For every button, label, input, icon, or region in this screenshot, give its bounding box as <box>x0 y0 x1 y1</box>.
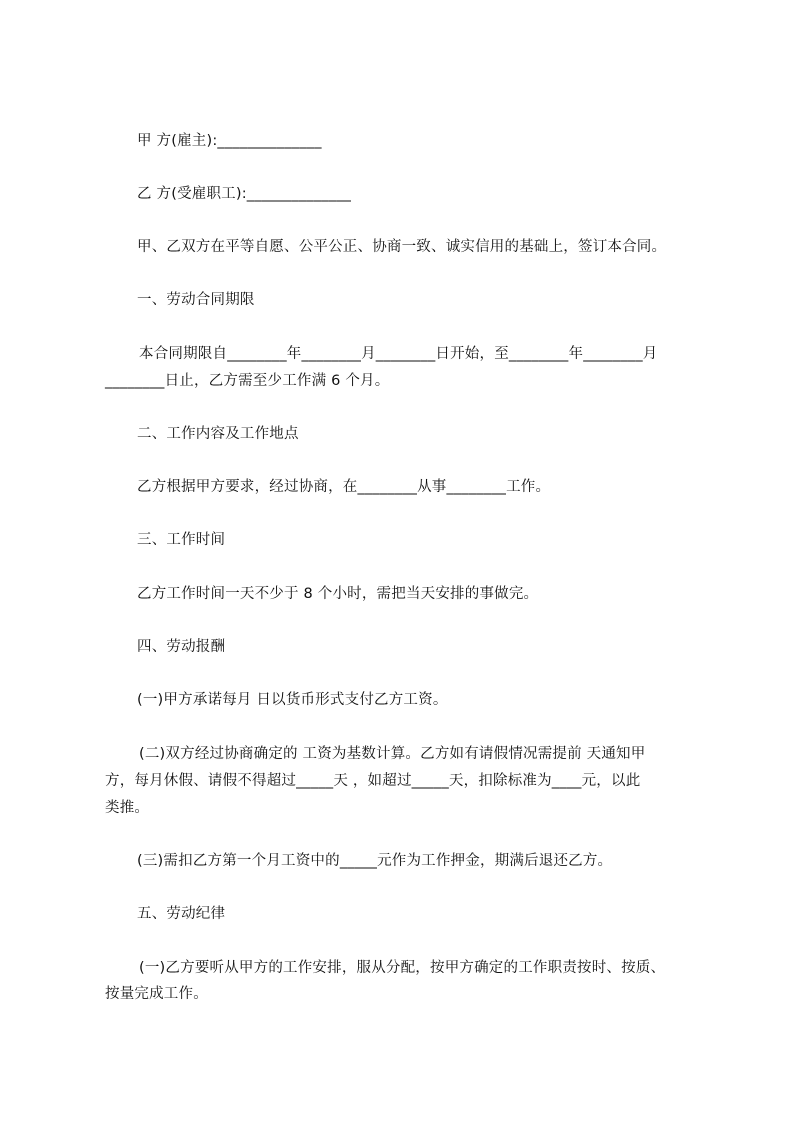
preamble: 甲、乙双方在平等自愿、公平公正、协商一致、诚实信用的基础上，签订本合同。 <box>137 239 667 255</box>
section-3-heading: 三、工作时间 <box>137 532 226 548</box>
section-5-heading: 五、劳动纪律 <box>137 906 226 922</box>
section-1-line-2: ________日止，乙方需至少工作满 6 个月。 <box>105 373 390 389</box>
section-1-heading: 一、劳动合同期限 <box>137 292 255 308</box>
section-2-heading: 二、工作内容及工作地点 <box>137 426 299 442</box>
party-a-line: 甲 方(雇主):______________ <box>137 133 322 149</box>
section-1-line-1: 本合同期限自________年________月________日开始，至________年________月 <box>139 346 658 362</box>
section-4-heading: 四、劳动报酬 <box>137 639 226 655</box>
section-3-body: 乙方工作时间一天不少于 8 个小时，需把当天安排的事做完。 <box>137 586 539 602</box>
section-5-item-1-line-1: (一)乙方要听从甲方的工作安排，服从分配，按甲方确定的工作职责按时、按质、 <box>139 960 666 976</box>
section-4-item-2-line-1: (二)双方经过协商确定的 工资为基数计算。乙方如有请假情况需提前 天通知甲 <box>139 746 646 762</box>
section-4-item-2-line-2: 方，每月休假、请假不得超过_____天 ，如超过_____天，扣除标准为____元，以此 <box>105 773 641 789</box>
section-4-item-1: (一)甲方承诺每月 日以货币形式支付乙方工资。 <box>137 692 448 708</box>
section-4-item-3: (三)需扣乙方第一个月工资中的_____元作为工作押金，期满后退还乙方。 <box>137 853 613 869</box>
party-b-line: 乙 方(受雇职工):______________ <box>137 186 352 202</box>
section-5-item-1-line-2: 按量完成工作。 <box>105 986 208 1002</box>
section-2-body: 乙方根据甲方要求，经过协商，在________从事________工作。 <box>137 479 551 495</box>
section-4-item-2-line-3: 类推。 <box>105 800 150 816</box>
